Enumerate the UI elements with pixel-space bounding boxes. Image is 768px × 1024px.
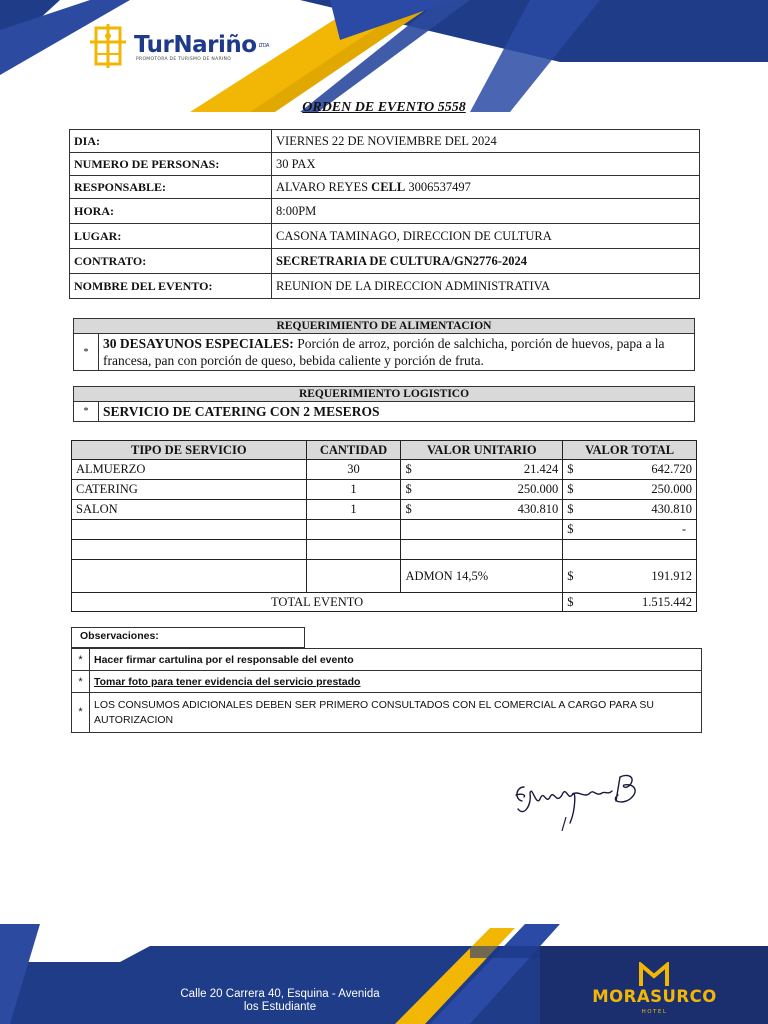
amount: 250.000 (517, 482, 559, 496)
currency-sign: $ (567, 522, 574, 536)
services-table (71, 440, 697, 612)
info-row-responsable (70, 176, 700, 199)
column-header: CANTIDAD (306, 441, 401, 460)
currency-sign: $ (567, 569, 574, 583)
column-header: VALOR TOTAL (563, 441, 697, 460)
currency-sign: $ (405, 502, 412, 516)
amount: 250.000 (651, 482, 692, 496)
bullet-star: * (74, 334, 99, 371)
bullet-star: * (72, 671, 90, 693)
observations-table (71, 648, 702, 733)
observations-header: Observaciones: (71, 627, 305, 648)
currency-sign: $ (567, 502, 574, 516)
address-line: los Estudiante (243, 1001, 317, 1013)
admon-label: ADMON 14,5% (401, 560, 563, 593)
currency-sign: $ (405, 462, 412, 476)
service-type: SALON (72, 500, 307, 520)
food-requirement-text (99, 334, 695, 371)
observation-text: LOS CONSUMOS ADICIONALES DEBEN SER PRIMERO CONSULTADOS CON EL COMERCIAL A CARGO PARA SU AUTORIZACION (90, 693, 702, 733)
info-row-evento (70, 274, 700, 299)
info-value: 8:00PM (272, 199, 700, 224)
unit-price (401, 480, 563, 500)
amount: 21.424 (523, 462, 559, 476)
observation-text: Hacer firmar cartulina por el responsable del evento (90, 649, 702, 671)
info-label: NOMBRE DEL EVENTO: (70, 274, 272, 299)
info-value: REUNION DE LA DIRECCION ADMINISTRATIVA (272, 274, 700, 299)
food-requirement-detail: Porción de arroz, porción de salchicha, porción de huevos, papa a la francesa, pan con porción de queso, bebida caliente y porción de fruta. (103, 336, 665, 368)
list-item (72, 649, 702, 671)
table-row (72, 480, 697, 500)
empty-cell (72, 520, 307, 540)
total-value (563, 593, 697, 612)
info-row-hora (70, 199, 700, 224)
hotel-name: MORASURCO (592, 987, 717, 1006)
service-quantity: 30 (306, 460, 401, 480)
service-quantity: 1 (306, 500, 401, 520)
amount: 430.810 (517, 502, 559, 516)
empty-cell (306, 520, 401, 540)
info-value: 30 PAX (272, 153, 700, 176)
info-row-lugar (70, 224, 700, 249)
info-label: NUMERO DE PERSONAS: (70, 153, 272, 176)
amount: 642.720 (651, 462, 692, 476)
cell-number: 3006537497 (408, 179, 471, 194)
empty-cell (401, 520, 563, 540)
bullet-star: * (72, 649, 90, 671)
empty-cell (306, 560, 401, 593)
amount: 191.912 (651, 568, 692, 583)
table-row (72, 540, 697, 560)
info-row-contrato (70, 249, 700, 274)
info-label: CONTRATO: (70, 249, 272, 274)
table-row (72, 520, 697, 540)
service-quantity: 1 (306, 480, 401, 500)
table-row (72, 500, 697, 520)
list-item (72, 671, 702, 693)
info-value: VIERNES 22 DE NOVIEMBRE DEL 2024 (272, 130, 700, 153)
amount: - (681, 522, 686, 536)
currency-sign: $ (405, 482, 412, 496)
logistics-requirement-text: SERVICIO DE CATERING CON 2 MESEROS (99, 402, 695, 422)
info-value (272, 176, 700, 199)
total-price (563, 460, 697, 480)
list-item (72, 693, 702, 733)
logo-wordmark: TurNariño LTDA (134, 32, 269, 58)
empty-cell (72, 560, 307, 593)
bullet-star: * (72, 693, 90, 733)
hotel-m-icon (638, 962, 670, 988)
food-requirement-title: 30 DESAYUNOS ESPECIALES: (103, 336, 294, 351)
food-requirement-table (73, 318, 695, 371)
service-type: CATERING (72, 480, 307, 500)
unit-price (401, 460, 563, 480)
currency-sign: $ (567, 462, 574, 476)
observation-text: Tomar foto para tener evidencia del servicio prestado (90, 671, 702, 693)
column-header: TIPO DE SERVICIO (72, 441, 307, 460)
cell-label: CELL (371, 179, 406, 194)
column-header: VALOR UNITARIO (401, 441, 563, 460)
logo-tagline: PROMOTORA DE TURISMO DE NARIÑO (136, 57, 232, 62)
info-row-personas (70, 153, 700, 176)
table-row (72, 460, 697, 480)
info-label: HORA: (70, 199, 272, 224)
event-info-table (69, 129, 700, 299)
turnarino-logo (86, 22, 296, 72)
currency-sign: $ (567, 595, 574, 609)
total-label: TOTAL EVENTO (72, 593, 563, 612)
handwritten-signature (510, 765, 650, 835)
total-price (563, 480, 697, 500)
service-type: ALMUERZO (72, 460, 307, 480)
currency-sign: $ (567, 482, 574, 496)
services-header-row (72, 441, 697, 460)
total-row (72, 593, 697, 612)
info-label: RESPONSABLE: (70, 176, 272, 199)
empty-cell (401, 540, 563, 560)
hotel-subtitle: HOTEL (641, 1009, 668, 1015)
admon-row (72, 560, 697, 593)
info-label: LUGAR: (70, 224, 272, 249)
document-title: ORDEN DE EVENTO 5558 (302, 100, 466, 115)
total-price (563, 500, 697, 520)
info-row-dia (70, 130, 700, 153)
info-value: CASONA TAMINAGO, DIRECCION DE CULTURA (272, 224, 700, 249)
empty-cell (306, 540, 401, 560)
food-requirement-header: REQUERIMIENTO DE ALIMENTACION (74, 319, 695, 334)
logistics-requirement-header: REQUERIMIENTO LOGISTICO (74, 387, 695, 402)
address-line: Calle 20 Carrera 40, Esquina - Avenida (180, 988, 380, 1000)
empty-cell (72, 540, 307, 560)
info-label: DIA: (70, 130, 272, 153)
logo-emblem-icon (86, 22, 130, 70)
amount: 1.515.442 (642, 594, 692, 609)
responsable-name: ALVARO REYES (276, 179, 369, 194)
total-price (563, 520, 697, 540)
info-value: SECRETRARIA DE CULTURA/GN2776-2024 (272, 249, 700, 274)
admon-value (563, 560, 697, 593)
bullet-star: * (74, 402, 99, 422)
footer-address (150, 988, 410, 1014)
logistics-requirement-table (73, 386, 695, 422)
amount: 430.810 (651, 502, 692, 516)
unit-price (401, 500, 563, 520)
empty-cell (563, 540, 697, 560)
